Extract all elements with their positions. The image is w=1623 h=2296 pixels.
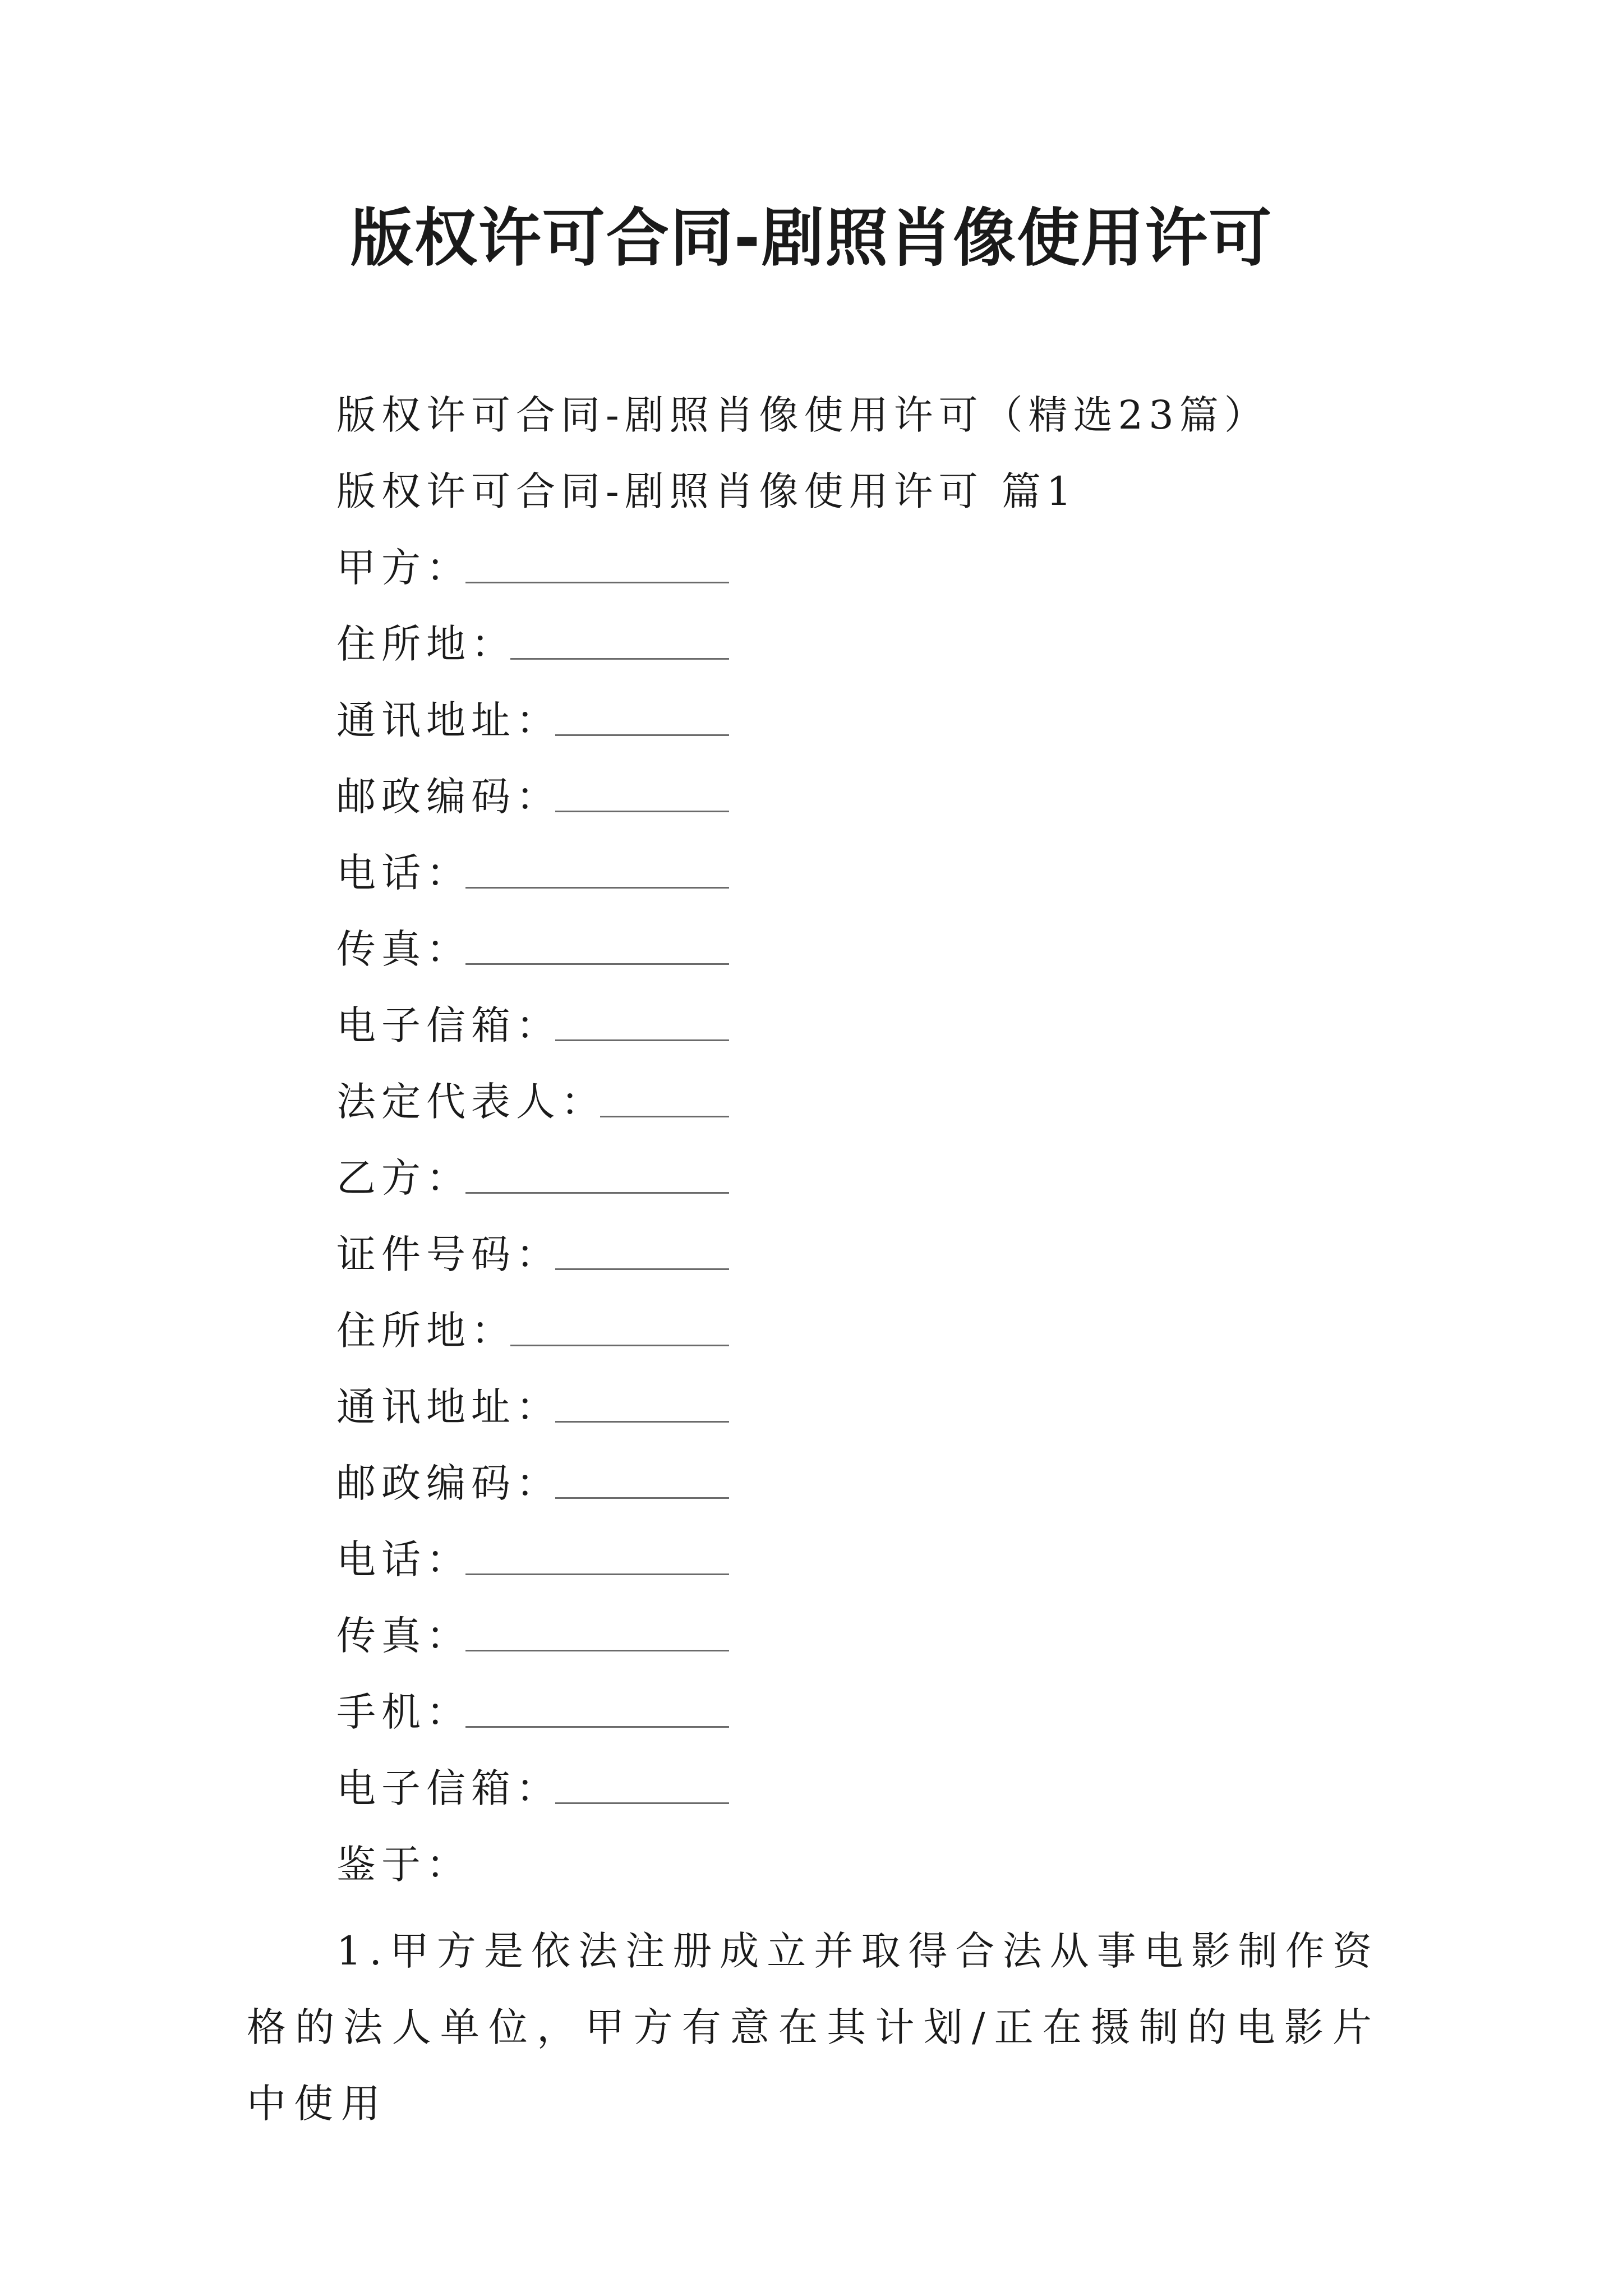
party-a-phone-field [336,845,729,901]
field-label: 传真： [336,926,471,972]
whereas-heading: 鉴于： [336,1842,471,1888]
field-label: 电子信箱： [336,1002,561,1048]
field-label: 电话： [336,850,471,896]
party-a-mailing-address-field [336,692,729,748]
party-a-name-field [336,540,729,596]
party-b-address-field [336,1303,729,1359]
fill-in-blank [555,1497,729,1499]
fill-in-blank [465,582,729,583]
fill-in-blank [555,811,729,812]
field-label: 通讯地址： [336,1384,561,1430]
field-label: 通讯地址： [336,697,561,743]
party-a-email-field [336,997,729,1053]
field-label: 电子信箱： [336,1765,561,1811]
party-b-id-number-field [336,1226,729,1282]
fill-in-blank [555,1802,729,1804]
section-heading: 版权许可合同-剧照肖像使用许可 篇1 [336,468,1077,514]
party-b-postcode-field [336,1455,729,1511]
party-b-mobile-field [336,1684,729,1740]
field-label: 邮政编码： [336,1460,561,1506]
party-b-name-field [336,1150,729,1206]
party-b-mailing-address-field [336,1379,729,1435]
party-a-fax-field [336,921,729,977]
fill-in-blank [465,887,729,889]
field-label: 手机： [336,1689,471,1735]
fill-in-blank [465,1650,729,1651]
field-label: 证件号码： [336,1231,561,1277]
fill-in-blank [510,658,729,660]
field-label: 传真： [336,1613,471,1659]
party-b-fax-field [336,1608,729,1664]
fill-in-blank [600,1116,729,1117]
field-label: 甲方： [336,545,471,591]
fill-in-blank [465,1573,729,1575]
party-b-email-field [336,1760,729,1816]
fill-in-blank [555,734,729,736]
field-label: 法定代表人： [336,1079,606,1125]
party-a-postcode-field [336,769,729,825]
fill-in-blank [510,1345,729,1346]
field-label: 乙方： [336,1155,471,1201]
fill-in-blank [555,1268,729,1270]
field-label: 住所地： [336,621,516,667]
party-b-phone-field [336,1531,729,1588]
party-a-address-field [336,616,729,672]
party-a-legal-rep-field [336,1074,729,1130]
fill-in-blank [465,1192,729,1194]
document-title: 版权许可合同-剧照肖像使用许可 [350,202,1273,275]
fill-in-blank [555,1421,729,1423]
fill-in-blank [555,1039,729,1041]
field-label: 邮政编码： [336,774,561,820]
document-subtitle: 版权许可合同-剧照肖像使用许可（精选23篇） [336,392,1269,438]
fill-in-blank [465,963,729,965]
clause-1-paragraph: 1.甲方是依法注册成立并取得合法从事电影制作资格的法人单位，甲方有意在其计划/正在摄制的电影片中使用 [247,1928,1380,2127]
field-label: 电话： [336,1536,471,1582]
field-label: 住所地： [336,1308,516,1354]
fill-in-blank [465,1726,729,1728]
